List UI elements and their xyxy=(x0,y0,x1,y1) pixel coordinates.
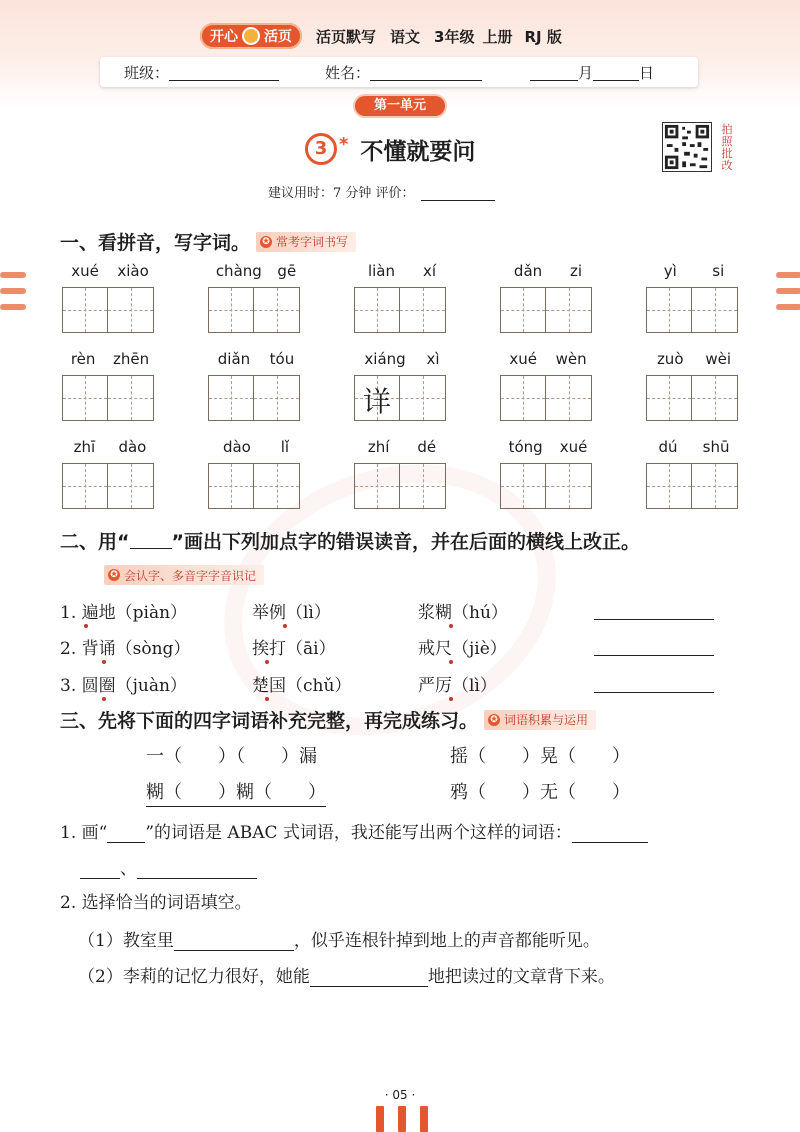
writing-box[interactable] xyxy=(108,287,154,333)
pinyin-row xyxy=(354,262,450,282)
class-label: 班级： xyxy=(124,63,170,82)
q2-row2-item-c: 戒尺（jiè） xyxy=(418,639,507,659)
section2-tag xyxy=(104,565,264,585)
pinyin-syllable: dú xyxy=(658,438,678,456)
name-field[interactable] xyxy=(370,63,482,81)
pinyin-syllable: dào xyxy=(118,438,147,456)
logo-smile-icon xyxy=(242,27,260,45)
pinyin-syllable: shū xyxy=(702,438,730,456)
q2-row2-item-a: 2. 背诵（sòng） xyxy=(60,639,191,659)
section3-title xyxy=(60,706,596,733)
pinyin-syllable: wèi xyxy=(705,350,732,368)
pinyin-item xyxy=(354,262,450,333)
volume: 上册 xyxy=(482,27,513,46)
month-field[interactable] xyxy=(530,63,578,81)
emphasis-dot xyxy=(449,697,453,701)
qr-code-icon[interactable] xyxy=(662,122,712,172)
pinyin-item xyxy=(500,350,596,421)
pinyin-syllable: dào xyxy=(222,438,251,456)
writing-boxes xyxy=(354,463,450,509)
idiom-1[interactable]: 一（ ）（ ）漏 xyxy=(146,746,317,767)
emphasis-dot xyxy=(265,697,269,701)
left-side-bars xyxy=(0,272,26,320)
section3-title-text: 三、先将下面的四字词语补充完整，再完成练习。 xyxy=(60,710,479,732)
writing-boxes xyxy=(500,375,596,421)
pinyin-item xyxy=(646,350,742,421)
writing-box[interactable] xyxy=(400,287,446,333)
writing-box[interactable] xyxy=(546,463,592,509)
pinyin-row xyxy=(354,350,450,370)
q2-row-2 xyxy=(60,634,720,660)
section3-q2-2 xyxy=(78,962,615,987)
star-icon: ✪ xyxy=(108,569,120,581)
pinyin-syllable: wèn xyxy=(555,350,587,368)
qr-side-char: 照 xyxy=(721,135,733,148)
q1-answer-line-3[interactable] xyxy=(137,861,257,879)
pinyin-syllable: xì xyxy=(426,350,440,368)
photo-grading-text xyxy=(718,124,736,172)
day-label: 日 xyxy=(639,63,655,82)
writing-box[interactable] xyxy=(354,463,400,509)
class-field[interactable] xyxy=(169,63,279,81)
emphasis-dot xyxy=(102,660,106,664)
lesson-star: * xyxy=(339,133,349,155)
pinyin-item xyxy=(62,262,158,333)
emphasis-dot xyxy=(102,697,106,701)
star-icon: ✪ xyxy=(488,714,500,726)
edition: RJ 版 xyxy=(524,27,562,46)
writing-box[interactable] xyxy=(62,463,108,509)
pinyin-row xyxy=(646,438,742,458)
writing-box[interactable] xyxy=(254,463,300,509)
suggested-time xyxy=(268,182,495,201)
q2-row-3 xyxy=(60,671,720,697)
section3-q1 xyxy=(60,818,648,843)
pinyin-row xyxy=(208,438,304,458)
q2-row1-item-c: 浆糊（hú） xyxy=(418,603,508,623)
pinyin-item xyxy=(354,350,450,421)
pinyin-syllable: xí xyxy=(422,262,437,280)
section1-title xyxy=(60,228,356,255)
pinyin-syllable: xiào xyxy=(117,262,149,280)
q2-row3-answer-line[interactable] xyxy=(594,685,714,693)
q1-answer-line-1[interactable] xyxy=(572,825,648,843)
emphasis-dot xyxy=(449,660,453,664)
section1-title-text: 一、看拼音，写字词。 xyxy=(60,232,251,254)
writing-box[interactable] xyxy=(208,375,254,421)
writing-boxes xyxy=(646,463,742,509)
section1-tag-text: 常考字词书写 xyxy=(276,235,349,249)
writing-boxes xyxy=(354,375,450,421)
day-field[interactable] xyxy=(593,63,639,81)
pinyin-item xyxy=(354,438,450,509)
section3-tag-text: 词语积累与运用 xyxy=(504,713,589,727)
section2-title xyxy=(60,527,640,554)
pinyin-item xyxy=(500,262,596,333)
pinyin-item xyxy=(208,438,304,509)
written-char: 详 xyxy=(362,385,391,418)
writing-boxes xyxy=(208,287,304,333)
writing-boxes xyxy=(62,463,158,509)
pinyin-row xyxy=(62,350,158,370)
writing-box[interactable] xyxy=(692,463,738,509)
writing-box[interactable] xyxy=(62,287,108,333)
pinyin-item xyxy=(646,262,742,333)
pinyin-row xyxy=(500,438,596,458)
section3-q1-cont xyxy=(80,854,257,879)
writing-box[interactable] xyxy=(692,375,738,421)
q1-text-b: ”的词语是 ABAC 式词语，我还能写出两个这样的词语： xyxy=(145,823,572,843)
pinyin-syllable: tóng xyxy=(508,438,543,456)
writing-boxes xyxy=(646,375,742,421)
pinyin-syllable: liàn xyxy=(367,262,396,280)
student-info-box xyxy=(100,57,698,87)
pinyin-row xyxy=(500,350,596,370)
month-label: 月 xyxy=(578,63,594,82)
pinyin-syllable: lǐ xyxy=(280,438,290,456)
writing-boxes xyxy=(500,287,596,333)
pinyin-syllable: zhēn xyxy=(113,350,150,368)
lesson-title: 不懂就要问 xyxy=(360,138,476,165)
pinyin-item xyxy=(62,350,158,421)
writing-box[interactable] xyxy=(354,375,400,421)
writing-box[interactable] xyxy=(108,463,154,509)
q1-answer-line-2[interactable] xyxy=(80,861,120,879)
writing-boxes xyxy=(62,287,158,333)
q2-row2-answer-line[interactable] xyxy=(594,648,714,656)
section3-q2: 2. 选择恰当的词语填空。 xyxy=(60,893,252,913)
footer-bars xyxy=(376,1106,428,1132)
logo-text-2: 活页 xyxy=(264,29,292,45)
writing-box[interactable] xyxy=(208,287,254,333)
pinyin-syllable: gē xyxy=(277,262,297,280)
time-text: 建议用时：7 分钟 评价： xyxy=(268,186,415,201)
evaluation-field[interactable] xyxy=(421,187,495,201)
emphasis-dot xyxy=(283,624,287,628)
page-number: · 05 · xyxy=(384,1088,416,1102)
pinyin-syllable: zhí xyxy=(367,438,390,456)
idiom-4[interactable]: 鸦（ ）无（ ） xyxy=(450,782,630,803)
writing-boxes xyxy=(646,287,742,333)
pinyin-row xyxy=(646,262,742,282)
idiom-3-underlined[interactable]: 糊（ ）糊（ ） xyxy=(146,778,326,807)
pinyin-row xyxy=(62,438,158,458)
writing-box[interactable] xyxy=(546,287,592,333)
q2-2-text-a: （2）李莉的记忆力很好，她能 xyxy=(78,967,310,987)
q2-1-text-a: （1）教室里 xyxy=(78,931,174,951)
writing-box[interactable] xyxy=(400,375,446,421)
q2-row-1 xyxy=(60,598,720,624)
section1-tag xyxy=(256,232,356,252)
pinyin-syllable: chàng xyxy=(215,262,262,280)
q1-separator: 、 xyxy=(120,859,137,879)
pinyin-syllable: yì xyxy=(663,262,677,280)
writing-box[interactable] xyxy=(646,463,692,509)
qr-side-char: 批 xyxy=(721,147,733,160)
q2-1-answer-line[interactable] xyxy=(174,933,294,951)
writing-boxes xyxy=(500,463,596,509)
emphasis-dot xyxy=(84,624,88,628)
pinyin-item xyxy=(646,438,742,509)
section2-title-part-b: ”画出下列加点字的错误读音，并在后面的横线上改正。 xyxy=(171,531,640,553)
section3-q2-1 xyxy=(78,926,600,951)
section2-tag-wrap xyxy=(104,562,264,585)
underline-sample xyxy=(130,533,172,549)
q1-text-a: 1. 画“ xyxy=(60,823,108,843)
pinyin-syllable: si xyxy=(712,262,725,280)
q2-row3-item-b: 楚国（chǔ） xyxy=(252,676,352,696)
pinyin-syllable: xué xyxy=(559,438,588,456)
pinyin-row xyxy=(208,262,304,282)
logo-text-1: 开心 xyxy=(210,29,238,45)
section2-tag-text: 会认字、多音字字音识记 xyxy=(124,568,257,583)
name-label: 姓名： xyxy=(325,63,371,82)
lesson-heading xyxy=(305,132,475,166)
pinyin-row xyxy=(208,350,304,370)
writing-boxes xyxy=(62,375,158,421)
writing-boxes xyxy=(208,375,304,421)
pinyin-syllable: tóu xyxy=(269,350,295,368)
pinyin-item xyxy=(208,262,304,333)
header-band xyxy=(0,0,800,108)
brand-logo xyxy=(200,23,302,49)
section2-title-part-a: 二、用“ xyxy=(60,531,130,553)
pinyin-syllable: zuò xyxy=(656,350,684,368)
qr-side-char: 拍 xyxy=(721,123,733,136)
writing-box[interactable] xyxy=(62,375,108,421)
pinyin-syllable: xiáng xyxy=(364,350,406,368)
writing-box[interactable] xyxy=(500,463,546,509)
pinyin-item xyxy=(62,438,158,509)
q2-row3-item-c: 严厉（lì） xyxy=(418,676,497,696)
section3-tag xyxy=(484,710,596,730)
writing-box[interactable] xyxy=(500,375,546,421)
q2-1-text-b: ，似乎连根针掉到地上的声音都能听见。 xyxy=(293,931,600,951)
q2-row2-item-b: 挨打（āi） xyxy=(252,639,336,659)
lesson-number: 3 xyxy=(305,133,337,165)
writing-boxes xyxy=(208,463,304,509)
pinyin-syllable: xué xyxy=(509,350,537,368)
emphasis-dot xyxy=(449,624,453,628)
writing-box[interactable] xyxy=(500,287,546,333)
q2-row1-item-b: 举例（lì） xyxy=(252,603,331,623)
writing-box[interactable] xyxy=(254,375,300,421)
pinyin-row xyxy=(62,262,158,282)
writing-box[interactable] xyxy=(354,287,400,333)
writing-box[interactable] xyxy=(108,375,154,421)
writing-box[interactable] xyxy=(400,463,446,509)
pinyin-syllable: xué xyxy=(71,262,99,280)
header xyxy=(200,22,562,50)
q2-row1-item-a: 1. 遍地（piàn） xyxy=(60,603,188,623)
pinyin-syllable: rèn xyxy=(70,350,96,368)
pinyin-row xyxy=(354,438,450,458)
right-side-bars xyxy=(776,272,800,320)
grade: 3年级 xyxy=(434,27,475,46)
writing-box[interactable] xyxy=(208,463,254,509)
emphasis-dot xyxy=(265,660,269,664)
writing-box[interactable] xyxy=(546,375,592,421)
pinyin-item xyxy=(500,438,596,509)
pinyin-syllable: dé xyxy=(417,438,437,456)
pinyin-row xyxy=(646,350,742,370)
series-name: 活页默写 xyxy=(316,27,377,46)
writing-box[interactable] xyxy=(646,287,692,333)
qr-side-char: 改 xyxy=(721,159,733,172)
writing-box[interactable] xyxy=(254,287,300,333)
idiom-2[interactable]: 摇（ ）晃（ ） xyxy=(450,746,630,767)
pinyin-syllable: zhī xyxy=(73,438,96,456)
q2-row1-answer-line[interactable] xyxy=(594,612,714,620)
pinyin-syllable: diǎn xyxy=(217,350,251,368)
writing-box[interactable] xyxy=(646,375,692,421)
q2-row3-item-a: 3. 圆圈（juàn） xyxy=(60,676,187,696)
writing-boxes xyxy=(354,287,450,333)
star-icon: ✪ xyxy=(260,236,272,248)
pinyin-item xyxy=(208,350,304,421)
pinyin-syllable: zi xyxy=(570,262,583,280)
pinyin-syllable: dǎn xyxy=(513,262,543,280)
unit-label: 第一单元 xyxy=(355,96,445,116)
subject: 语文 xyxy=(390,27,421,46)
pinyin-row xyxy=(500,262,596,282)
q2-2-answer-line[interactable] xyxy=(310,969,428,987)
writing-box[interactable] xyxy=(692,287,738,333)
q2-2-text-b: 地把读过的文章背下来。 xyxy=(427,967,615,987)
underline-sample xyxy=(107,825,145,843)
